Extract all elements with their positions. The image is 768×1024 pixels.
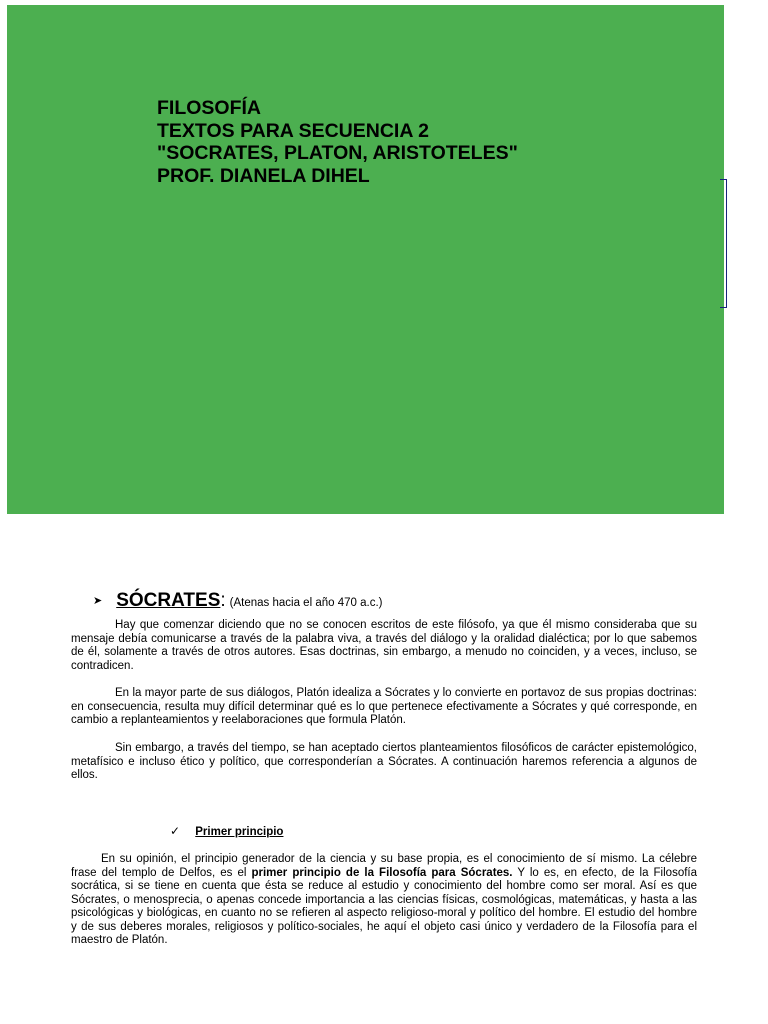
section-heading bbox=[93, 590, 382, 616]
paragraph-1 bbox=[71, 619, 697, 673]
cover-block bbox=[7, 5, 724, 514]
section-subtitle: (Atenas hacia el año 470 a.c.) bbox=[229, 597, 383, 609]
paragraph-3-text: Sin embargo, a través del tiempo, se han aceptado ciertos planteamientos filosóficos de carácter epistemológico, metafísico e incluso ético y político, que corresponderían a Sócrates. A continuación haremos referencia a algunos de ellos. bbox=[71, 742, 697, 781]
subsection-heading bbox=[170, 824, 283, 838]
cover-line-subject: FILOSOFÍA bbox=[157, 97, 261, 119]
section-title: SÓCRATES bbox=[116, 590, 221, 611]
paragraph-4-text-a: En su opinión, el principio generador de la ciencia y su base propia, es el conocimiento de sí mismo. La célebre frase del templo de Delfos, es el bbox=[71, 853, 697, 879]
paragraph-4-bold: primer principio de la Filosofía para Sócrates. bbox=[251, 866, 513, 879]
paragraph-1-text: Hay que comenzar diciendo que no se conocen escritos de este filósofo, ya que él mismo consideraba que su mensaje debía comunicarse a través de la palabra viva, a través del diálogo y la oralidad dialéctica; por lo que sabemos de él, solamente a través de otros autores. Esas doctrinas, sin embargo, a menudo no coinciden, y a veces, incluso, se contradicen. bbox=[71, 619, 697, 672]
paragraph-4 bbox=[71, 853, 697, 948]
section-colon: : bbox=[220, 590, 226, 611]
arrow-bullet-icon: ➤ bbox=[93, 595, 103, 607]
paragraph-2 bbox=[71, 687, 697, 728]
paragraph-3 bbox=[71, 742, 697, 783]
cover-line-authors: "SOCRATES, PLATON, ARISTOTELES" bbox=[157, 142, 518, 164]
cover-line-teacher: PROF. DIANELA DIHEL bbox=[157, 164, 370, 187]
paragraph-2-text: En la mayor parte de sus diálogos, Platón idealiza a Sócrates y lo convierte en portavoz de sus propias doctrinas: en consecuencia, resulta muy difícil determinar qué es lo que pertenece efectivamente a Sócrates y qué corresponde, en cambio a replanteamientos y reelaboraciones que formula Platón. bbox=[71, 687, 697, 726]
checkmark-icon: ✓ bbox=[170, 824, 181, 838]
cover-line-texts: TEXTOS PARA SECUENCIA 2 bbox=[157, 119, 429, 142]
paragraph-4-text-b: Y lo es, en efecto, de la Filosofía socrática, si se tiene en cuenta que ésta se reduce al estudio y conocimiento del hombre como ser moral. Así es que Sócrates, o menosprecia, o apenas concede importancia a las ciencias físicas, cosmológicas, matemáticas, y hasta a las psicológicas y biológicas, en cuanto no se refieren al aspecto religioso-moral y político del hombre. El estudio del hombre y de sus deberes morales, religiosos y político-sociales, he aquí el objeto casi único y verdadero de la Filosofía para el maestro de Platón. bbox=[71, 866, 697, 946]
cover-title bbox=[157, 97, 518, 187]
subsection-label: Primer principio bbox=[195, 826, 284, 838]
edge-frame bbox=[720, 179, 727, 308]
